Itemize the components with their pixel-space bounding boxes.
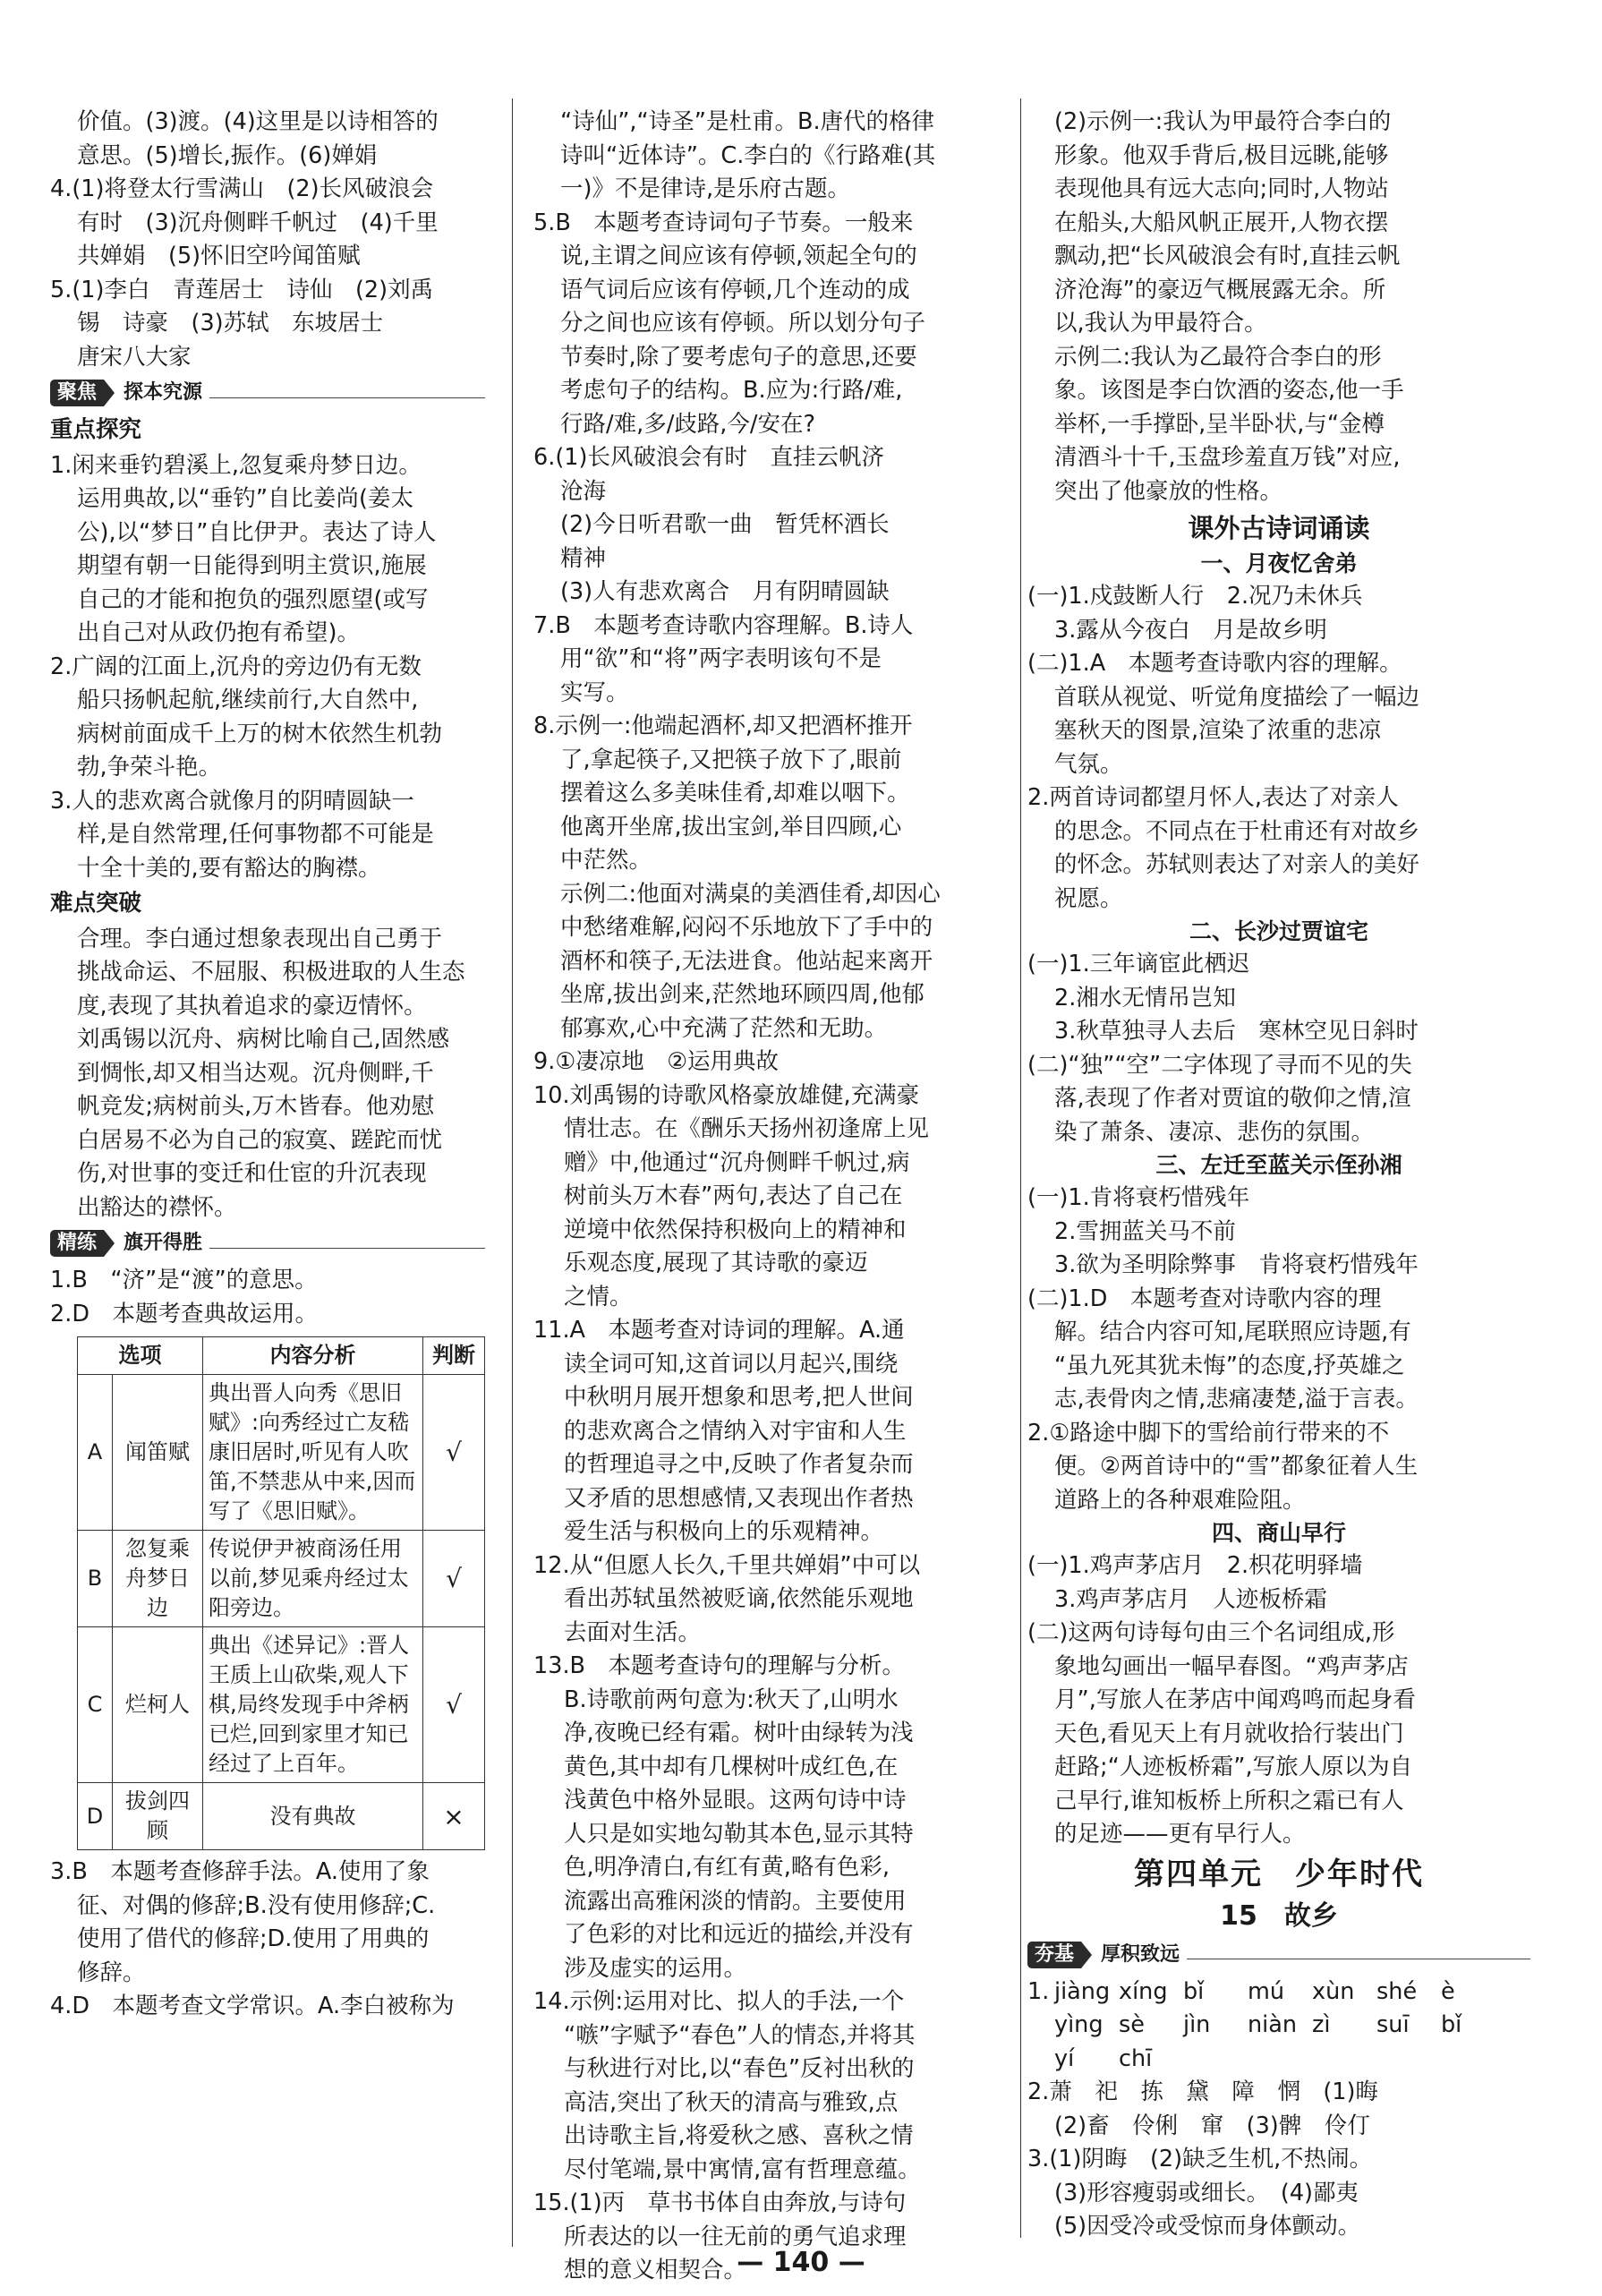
subheading: 重点探究 [50,416,142,443]
answer-line: 3.欲为圣明除弊事 肯将衰朽惜残年 [1054,1251,1419,1278]
unit-title: 第四单元 少年时代 [1134,1856,1424,1892]
banner-tag: 夯基 [1027,1942,1081,1968]
table-cell: √ [423,1531,485,1627]
table-row [78,1375,485,1531]
table-cell: 传说伊尹被商汤任用以前,梦见乘舟经过太阳旁边。 [203,1531,423,1627]
table-cell: 典出《述异记》:晋人王质上山砍柴,观人下棋,局终发现手中斧柄已烂,回到家里才知已经过了上百年。 [203,1627,423,1783]
answer-item-3: 3.(1)阴晦 (2)缺乏生机,不热闹。 (3)形容瘦弱或细长。 (4)鄙夷 (5)因受冷或受惊而身体颤动。 [1027,2146,1373,2240]
answer-line: (一)1.戍鼓断人行 2.况乃未休兵 [1027,583,1363,610]
answer-paragraph: 合理。李白通过想象表现出自己勇于 挑战命运、不屈服、积极进取的人生态 度,表现了其执着追求的豪迈情怀。 刘禹锡以沉舟、病树比喻自己,固然感 到惆怅,却又相当达观。沉舟侧畔,千 帆竞发;病树前头,万木皆春。他劝慰 白居易不必为自己的寂寞、蹉跎而忧 伤,对世事的变迁和仕宦的升沉表现 出豁达的襟怀。 [77,925,465,1221]
answer-item-9: 9.①凄凉地 ②运用典故 [533,1048,780,1075]
pinyin: jìn [1183,2011,1211,2038]
pinyin: mú [1248,1977,1285,2005]
table-header-row [78,1337,485,1375]
table-cell: √ [423,1375,485,1531]
answer-item: 4.D 本题考查文学常识。A.李白被称为 [50,1993,455,2019]
lesson-title: 15 故乡 [1220,1899,1338,1932]
poem-title: 二、长沙过贾谊宅 [1189,918,1368,944]
answer-line: 2.①路途中脚下的雪给前行带来的不 便。②两首诗中的“雪”都象征着人生 道路上的各种艰难险阻。 [1027,1419,1419,1514]
section-banner-hangji [1027,1940,1530,1970]
pinyin: sè [1119,2011,1145,2038]
answer-item-4: 4.(1)将登太行雪满山 (2)长风破浪会 有时 (3)沉舟侧畔千帆过 (4)千里 共婵娟 (5)怀旧空吟闻笛赋 [50,175,439,269]
table-cell: 典出晋人向秀《思旧赋》:向秀经过亡友嵇康旧居时,听见有人吹笛,不禁悲从中来,因而写了《思旧赋》。 [203,1375,423,1531]
text-line: 价值。(3)渡。(4)这里是以诗相答的 [77,108,439,135]
table-cell: √ [423,1627,485,1783]
pinyin: suī [1376,2011,1410,2038]
answer-item-15: 15.(1)丙 草书书体自由奔放,与诗句 所表达的以一往无前的勇气追求理 想的意义相契合。 [533,2189,907,2283]
poem-title: 四、商山早行 [1211,1520,1346,1546]
table-cell: 没有典故 [203,1783,423,1850]
table-cell: 忽复乘舟梦日边 [113,1531,203,1627]
pinyin: zì [1312,2011,1331,2038]
column-2 [533,106,1021,2288]
column-1 [50,106,485,2024]
table-header: 内容分析 [203,1337,423,1375]
pinyin: xùn [1312,1977,1355,2005]
pinyin: yí [1054,2044,1075,2072]
answer-line: 3.露从今夜白 月是故乡明 [1054,616,1327,644]
pinyin-answers [1027,1976,1530,2077]
answer-item: 2.广阔的江面上,沉舟的旁边仍有无数 船只扬帆起航,继续前行,大自然中, 病树前面成千上万的树木依然生机勃 勃,争荣斗艳。 [50,653,443,781]
answer-line: 2.湘水无情吊岂知 [1054,984,1236,1011]
banner-subtitle: 探本究源 [124,381,203,405]
answer-line: (二)1.D 本题考查对诗歌内容的理 [1027,1285,1382,1312]
table-cell: B [78,1531,113,1627]
poem-title: 一、月夜忆舍弟 [1200,551,1358,576]
page-number: — 140 — [737,2247,865,2278]
answer-line: 解。结合内容可知,尾联照应诗题,有 “虽九死其犹未悔”的态度,抒英雄之 志,表骨肉之情,悲痛凄楚,溢于言表。 [1054,1319,1419,1413]
item-number: 1. [1027,1977,1050,2005]
subheading: 难点突破 [50,890,142,917]
pinyin: niàn [1248,2011,1298,2038]
answer-line: (一)1.鸡声茅店月 2.枳花明驿墙 [1027,1552,1363,1579]
pinyin: yìng [1054,2011,1104,2038]
answer-line: (二)“独”“空”二字体现了寻而不见的失 落,表现了作者对贾谊的敬仰之情,渲 染了萧条、凄凉、悲伤的氛围。 [1027,1051,1412,1146]
answer-line: 3.秋草独寻人去后 寒林空见日斜时 [1054,1018,1419,1045]
banner-subtitle: 旗开得胜 [124,1232,203,1255]
answer-item-10: 10.刘禹锡的诗歌风格豪放雄健,充满豪 情壮志。在《酬乐天扬州初逢席上见 赠》中,他通过“沉舟侧畔千帆过,病 树前头万木春”两句,表达了自己在 逆境中依然保持积极向上的精神和 乐观态度,展现了其诗歌的豪迈 之情。 [533,1081,930,1310]
pinyin: jiàng [1054,1977,1111,2005]
answer-paragraph: (2)示例一:我认为甲最符合李白的 形象。他双手背后,极目远眺,能够 表现他具有远大志向;同时,人物站 在船头,大船风帆正展开,人物衣摆 飘动,把“长风破浪会有时,直挂云帆 济沧海”的豪迈气概展露无余。所 以,我认为甲最符合。 示例二:我认为乙最符合李白的形 象。该图是李白饮酒的姿态,他一手 举杯,一手撑卧,呈半卧状,与“金樽 清酒斗十千,玉盘珍羞直万钱”对应, 突出了他豪放的性格。 [1054,108,1404,505]
table-row [78,1531,485,1627]
answer-item: 1.闲来垂钓碧溪上,忽复乘舟梦日边。 运用典故,以“垂钓”自比姜尚(姜太 公),以“梦日”自比伊尹。表达了诗人 期望有朝一日能得到明主赏识,施展 自己的才能和抱负的强烈愿望(或写 出自己对从政仍抱有希望)。 [50,451,437,646]
answer-item-13: 13.B 本题考查诗句的理解与分析。 B.诗歌前两句意为:秋天了,山明水 净,夜晚已经有霜。树叶由绿转为浅 黄色,其中却有几棵树叶成红色,在 浅黄色中格外显眼。这两句诗中诗 人只是如实地勾勒其本色,显示其特 色,明净清白,有红有黄,略有色彩, 流露出高雅闲淡的情韵。主要使用 了色彩的对比和远近的描绘,并没有 涉及虚实的运用。 [533,1652,914,1982]
pinyin: chī [1119,2044,1153,2072]
column-divider-left [512,98,513,2247]
answer-item: 1.B “济”是“渡”的意思。 [50,1267,318,1293]
answer-item-11: 11.A 本题考查对诗词的理解。A.通 读全词可知,这首词以月起兴,围绕 中秋明月展开想象和思考,把人世间 的悲欢离合之情纳入对宇宙和人生 的哲理追寻之中,反映了作者复杂而 又矛盾的思想感情,又表现出作者热 爱生活与积极向上的乐观精神。 [533,1317,914,1545]
answer-item-5: 5.(1)李白 青莲居士 诗仙 (2)刘禹 锡 诗豪 (3)苏轼 东坡居士 唐宋八大家 [50,276,434,371]
answer-line: 象地勾画出一幅早春图。“鸡声茅店 月”,写旅人在茅店中闻鸡鸣而起身看 天色,看见天上有月就收拾行装出门 赶路;“人迹板桥霜”,写旅人原以为自 己早行,谁知板桥上所积之霜已有人 的足迹——更有早行人。 [1054,1652,1416,1848]
table-cell: 烂柯人 [113,1627,203,1783]
table-cell: D [78,1783,113,1850]
table-cell: × [423,1783,485,1850]
answer-line: (一)1.三年谪宦此栖迟 [1027,951,1250,977]
table-header: 选项 [78,1337,203,1375]
banner-tag: 聚焦 [50,380,104,406]
answer-line: (二)这两句诗每句由三个名词组成,形 [1027,1619,1395,1646]
pinyin: bǐ [1183,1977,1205,2005]
banner-tag: 精练 [50,1230,104,1257]
answer-item-14: 14.示例:运用对比、拟人的手法,一个 “嗾”字赋予“春色”人的情态,并将其 与秋进行对比,以“春色”反衬出秋的 高洁,突出了秋天的清高与雅致,点 出诗歌主旨,将爱秋之感、喜秋之情 尽付笔端,景中寓情,富有哲理意蕴。 [533,1988,921,2183]
answer-line: (二)1.A 本题考查诗歌内容的理解。 [1027,650,1402,677]
column-3 [1027,106,1530,2244]
answer-item-7: 7.B 本题考查诗歌内容理解。B.诗人 用“欲”和“将”两字表明该句不是 实写。 [533,611,914,706]
answer-item-6: 6.(1)长风破浪会有时 直挂云帆济 沧海 (2)今日听君歌一曲 暂凭杯酒长 精神 (3)人有悲欢离合 月有阴晴圆缺 [533,444,890,605]
answer-item-2: 2.萧 祀 拣 黛 障 惘 (1)晦 (2)畜 伶俐 窜 (3)髀 伶仃 [1027,2078,1378,2139]
table-cell: 拔剑四顾 [113,1783,203,1850]
pinyin: shé [1376,1977,1418,2005]
table-cell: A [78,1375,113,1531]
column-divider-right-line [1020,98,1021,2238]
pinyin: bǐ [1441,2011,1462,2038]
poem-title: 三、左迁至蓝关示侄孙湘 [1155,1152,1402,1178]
answer-line: 首联从视觉、听觉角度描绘了一幅边 塞秋天的图景,渲染了浓重的悲凉 气氛。 [1054,683,1420,778]
allusion-table [77,1336,485,1850]
table-row [78,1783,485,1850]
answer-item-12: 12.从“但愿人长久,千里共婵娟”中可以 看出苏轼虽然被贬谪,依然能乐观地 去面对生活。 [533,1551,921,1646]
answer-item: 3.人的悲欢离合就像月的阴晴圆缺一 样,是自然常理,任何事物都不可能是 十全十美的,要有豁达的胸襟。 [50,787,434,882]
table-cell: C [78,1627,113,1783]
answer-item: 3.B 本题考查修辞手法。A.使用了象 征、对偶的修辞;B.没有使用修辞;C. 使用了借代的修辞;D.使用了用典的 修辞。 [50,1858,436,1986]
answer-line: (一)1.肯将衰朽惜残年 [1027,1184,1250,1211]
text-line: 意思。(5)增长,振作。(6)婵娟 [77,141,378,169]
section-banner-jujiao [50,378,485,408]
answer-line: 2.两首诗词都望月怀人,表达了对亲人 的思念。不同点在于杜甫还有对故乡 的怀念。苏轼则表达了对亲人的美好 祝愿。 [1027,784,1420,912]
section-title: 课外古诗词诵读 [1188,513,1370,543]
answer-paragraph: “诗仙”,“诗圣”是杜甫。B.唐代的格律 诗叫“近体诗”。C.李白的《行路难(其 一)》不是律诗,是乐府古题。 [560,108,936,202]
pinyin: è [1441,1977,1455,2005]
answer-item-5: 5.B 本题考查诗词句子节奏。一般来 说,主谓之间应该有停顿,领起全句的 语气词后应该有停顿,几个连动的成 分之间也应该有停顿。所以划分句子 节奏时,除了要考虑句子的意思,还要 考虑句子的结构。B.应为:行路/难, 行路/难,多/歧路,今/安在? [533,209,926,438]
answer-line: 2.雪拥蓝关马不前 [1054,1217,1236,1245]
answer-item: 2.D 本题考查典故运用。 [50,1300,318,1327]
banner-subtitle: 厚积致远 [1101,1942,1180,1966]
section-banner-jinglian [50,1228,485,1259]
table-row [78,1627,485,1783]
answer-line: 3.鸡声茅店月 人迹板桥霜 [1054,1585,1327,1613]
pinyin: xíng [1119,1977,1168,2005]
answer-item-8: 8.示例一:他端起酒杯,却又把酒杯推开 了,拿起筷子,又把筷子放下了,眼前 摆着这么多美味佳肴,却难以咽下。 他离开坐席,拔出宝剑,举目四顾,心 中茫然。 示例二:他面对满桌的美酒佳肴,却因心 中愁绪难解,闷闷不乐地放下了手中的 酒杯和筷子,无法进食。他站起来离开 坐席,拔出剑来,茫然地环顾四周,他郁 郁寡欢,心中充满了茫然和无助。 [533,713,941,1042]
table-cell: 闻笛赋 [113,1375,203,1531]
table-header: 判断 [423,1337,485,1375]
